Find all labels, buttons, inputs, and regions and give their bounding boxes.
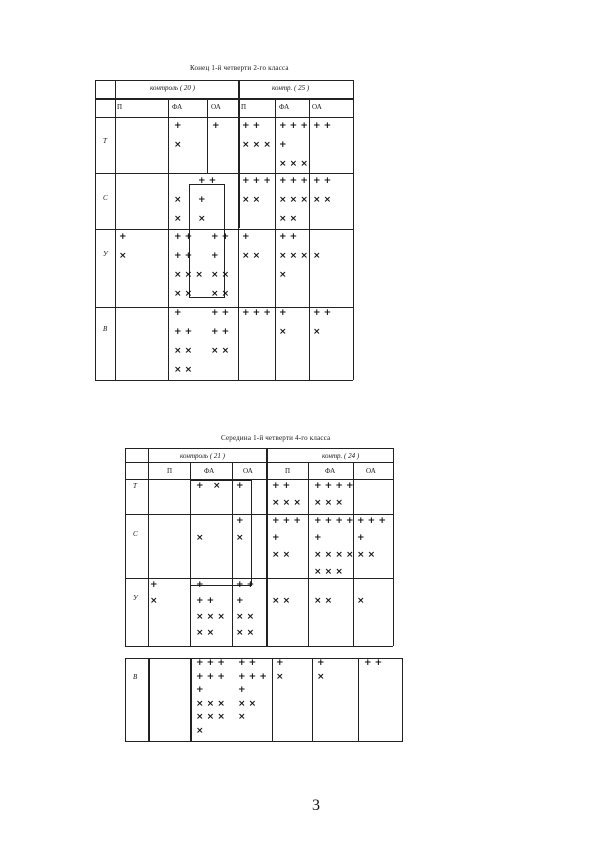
table2-cell: + + + + × ×	[272, 516, 301, 560]
table1-cell: + × ×	[242, 232, 261, 261]
table2-cell: + + + + × × ×	[314, 481, 354, 508]
table1-row-label: Т	[103, 137, 107, 145]
table1-rule-bottom	[95, 380, 353, 381]
table2-vrule	[148, 658, 150, 741]
table2-cell: + + + + + × × × × × × ×	[314, 516, 354, 577]
table1-cell: + + × × ×	[242, 121, 271, 150]
table2-vrule	[125, 658, 126, 741]
table1-cell: + + + × × × ×	[211, 232, 230, 299]
table2-cell: + + × × ×	[272, 481, 301, 508]
table1-row-label: С	[103, 194, 108, 202]
table2-cell: + + + × × × ×	[236, 580, 255, 638]
table2-vrule	[308, 462, 309, 646]
table2-caption: Середина 1-й четверти 4-го класса	[221, 434, 331, 442]
table2-cell: ×	[357, 596, 365, 606]
table2-cell: + + + + + + + × × × × × × ×	[196, 658, 225, 736]
table1-col-header: П	[241, 103, 247, 111]
table2-group-b: контр. ( 24 )	[322, 452, 360, 460]
table2-cell: × ×	[272, 596, 291, 606]
table1-cell: + +	[313, 121, 332, 131]
table2-row-label: Т	[133, 482, 137, 490]
table2-cell: + + + × × × × ×	[196, 580, 225, 638]
table1-col-header: ОА	[312, 103, 322, 111]
page-number: 3	[312, 797, 320, 814]
table2-cell: + ×	[196, 481, 221, 491]
table1-col-header: ОА	[211, 103, 221, 111]
table2-rule-bottom	[125, 646, 393, 647]
table2-cell: + + + + × ×	[357, 516, 386, 560]
table1-cell: + + +	[242, 308, 271, 318]
table1-cell: + + + + × × × × ×	[174, 232, 203, 299]
table1-col-header: ФА	[279, 103, 290, 111]
table2-col-header: П	[167, 467, 173, 475]
table1-cell: + + + + × × ×	[279, 121, 308, 169]
table2-rule-row4-bottom	[125, 741, 403, 742]
table2-row-label: У	[133, 594, 138, 602]
table1-vrule	[207, 98, 208, 174]
table1-cell: + + + ×	[198, 176, 217, 224]
table1-vrule	[238, 80, 240, 228]
table1-cell: ×	[313, 251, 321, 261]
table2-vrule	[190, 658, 192, 741]
table2-vrule	[148, 448, 149, 646]
table1-vrule	[353, 80, 354, 380]
table1-cell: +	[212, 121, 220, 131]
table2-cell: + ×	[150, 580, 158, 606]
table1-row-label: В	[103, 325, 108, 333]
table2-vrule	[266, 448, 268, 646]
table2-col-header: ОА	[366, 467, 376, 475]
table1-cell: + ×	[279, 308, 287, 337]
table2-group-a: контроль ( 21 )	[180, 452, 226, 460]
table2-vrule	[272, 658, 273, 741]
table1-cell: + + ×	[313, 308, 332, 337]
table1-row-label: У	[103, 250, 108, 258]
table2-cell: × ×	[314, 596, 333, 606]
table1-rule-header	[95, 98, 353, 100]
table2-rule-top	[125, 448, 393, 449]
table1-vrule	[309, 98, 310, 380]
table2-vrule	[402, 658, 403, 741]
table2-vrule	[125, 448, 126, 646]
table1-cell: × ×	[174, 195, 182, 224]
table2-cell: ×	[196, 533, 204, 543]
table1-cell: + + + × × × × ×	[279, 176, 308, 224]
table1-col-header: ФА	[172, 103, 183, 111]
table1-col-header: П	[117, 103, 123, 111]
table2-vrule	[312, 658, 313, 741]
table2-cell: +	[236, 481, 244, 491]
table2-cell: + ×	[236, 516, 244, 543]
table2-cell: + + + + + + × × ×	[238, 658, 267, 722]
table2-cell: + ×	[317, 658, 325, 682]
table2-col-header: П	[285, 467, 291, 475]
table2-col-header: ОА	[243, 467, 253, 475]
table1-vrule	[95, 80, 96, 380]
table1-group-b: контр. ( 25 )	[272, 84, 310, 92]
table2-row-label: В	[133, 673, 138, 681]
table1-cell: + + × ×	[313, 176, 332, 205]
table1-cell: + + + × ×	[242, 176, 271, 205]
table1-vrule	[238, 228, 239, 380]
table1-rule-top	[95, 80, 353, 81]
table1-vrule	[168, 98, 169, 380]
table2-row-label: С	[133, 530, 138, 538]
table2-col-header: ФА	[204, 467, 215, 475]
table1-cell: + + + + × ×	[211, 308, 230, 356]
table1-cell: + ×	[119, 232, 127, 261]
table2-vrule	[358, 658, 359, 741]
table1-group-a: контроль ( 20 )	[150, 84, 196, 92]
table2-cell: + ×	[276, 658, 284, 682]
table2-vrule	[393, 448, 394, 646]
table1-cell: + + + × × × ×	[174, 308, 193, 375]
table1-vrule	[275, 98, 276, 380]
table1-caption: Конец 1-й четверти 2-го класса	[190, 64, 289, 72]
table2-col-header: ФА	[325, 467, 336, 475]
table1-cell: + + × × × ×	[279, 232, 308, 280]
table2-cell: + +	[364, 658, 383, 668]
table1-vrule	[115, 80, 116, 380]
table1-cell: + ×	[174, 121, 182, 150]
